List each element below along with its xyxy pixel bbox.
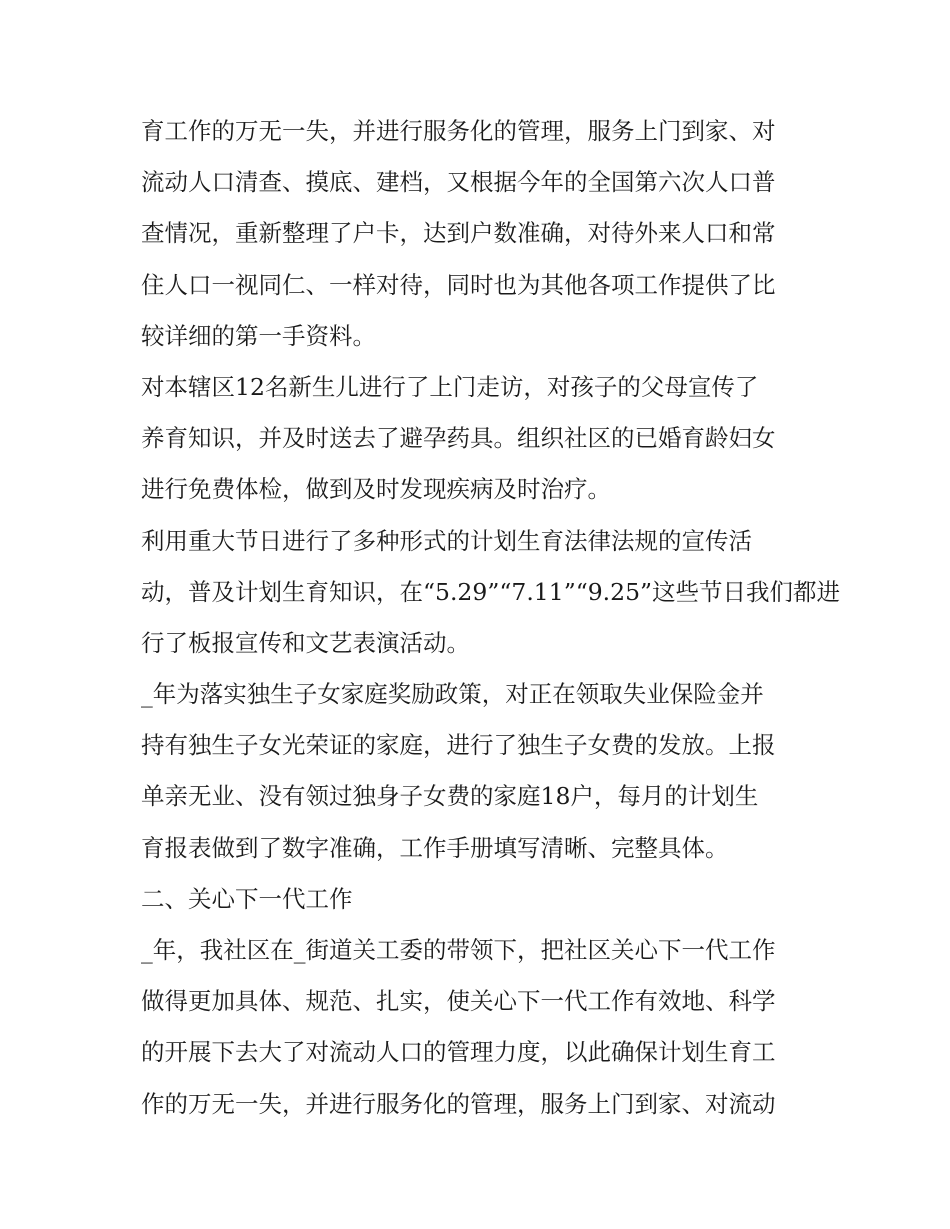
text-line: 育工作的万无一失，并进行服务化的管理，服务上门到家、对 [141, 117, 776, 145]
text-line: 动，普及计划生育知识，在“5.29”“7.11”“9.25”这些节日我们都进 [141, 577, 841, 606]
text-line: 做得更加具体、规范、扎实，使关心下一代工作有效地、科学 [141, 987, 776, 1016]
text-line: 查情况，重新整理了户卡，达到户数准确，对待外来人口和常 [141, 219, 776, 248]
text-line: 养育知识，并及时送去了避孕药具。组织社区的已婚育龄妇女 [141, 424, 776, 453]
text-line: 行了板报宣传和文艺表演活动。 [141, 628, 470, 657]
text-line: 单亲无业、没有领过独身子女费的家庭18户，每月的计划生 [141, 782, 759, 811]
text-line: 的开展下去大了对流动人口的管理力度，以此确保计划生育工 [141, 1038, 776, 1067]
text-line: 持有独生子女光荣证的家庭，进行了独生子女费的发放。上报 [141, 731, 776, 760]
document-body [141, 106, 841, 1130]
text-line: 利用重大节日进行了多种形式的计划生育法律法规的宣传活 [141, 526, 752, 555]
text-line: 作的万无一失，并进行服务化的管理，服务上门到家、对流动 [141, 1089, 776, 1118]
text-line: 进行免费体检，做到及时发现疾病及时治疗。 [141, 475, 611, 504]
text-line: 对本辖区12名新生儿进行了上门走访，对孩子的父母宣传了 [141, 372, 759, 401]
text-line: 住人口一视同仁、一样对待，同时也为其他各项工作提供了比 [141, 270, 776, 299]
text-line: 流动人口清查、摸底、建档，又根据今年的全国第六次人口普 [141, 168, 776, 197]
text-line: _年为落实独生子女家庭奖励政策，对正在领取失业保险金并 [141, 680, 764, 709]
text-line: 较详细的第一手资料。 [141, 321, 376, 350]
section-heading: 二、关心下一代工作 [141, 884, 353, 913]
text-line: 育报表做到了数字准确，工作手册填写清晰、完整具体。 [141, 833, 729, 862]
text-line: _年，我社区在_街道关工委的带领下，把社区关心下一代工作 [141, 936, 776, 964]
